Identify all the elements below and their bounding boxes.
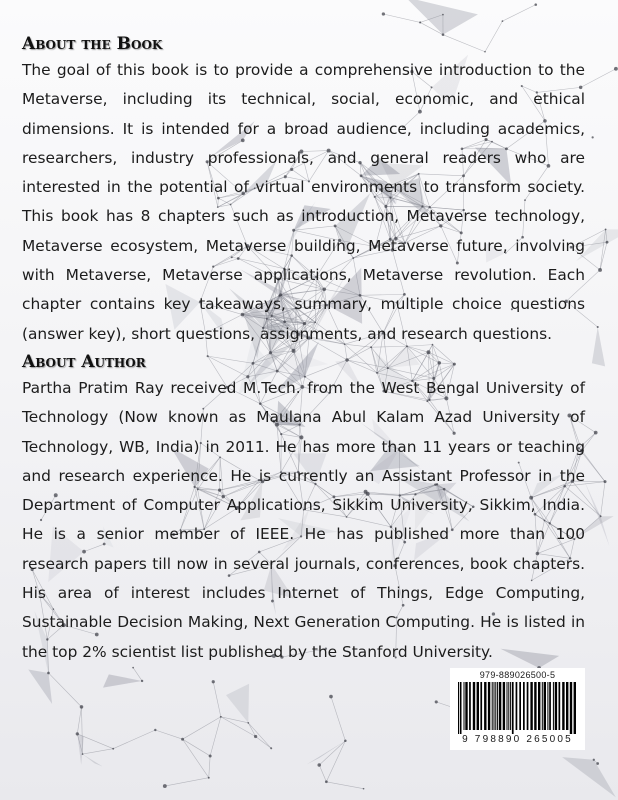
barcode-bar [499, 682, 501, 730]
network-dot [254, 735, 257, 738]
facet-shape [592, 327, 605, 366]
barcode-bar [549, 682, 551, 730]
barcode-bar [516, 682, 518, 730]
network-dot [598, 268, 602, 272]
network-line [113, 730, 155, 749]
network-line [83, 749, 114, 754]
barcode-bar [544, 682, 546, 730]
network-dot [209, 754, 212, 757]
network-dot [181, 738, 184, 741]
about-author-heading: About Author [22, 351, 146, 372]
network-line [319, 741, 345, 765]
isbn-barcode [450, 668, 585, 750]
network-dot [606, 241, 609, 244]
barcode-bar [488, 682, 490, 730]
network-dot [600, 515, 602, 517]
network-dot [593, 759, 595, 761]
network-line [209, 756, 210, 778]
network-line [213, 682, 221, 717]
network-line [256, 737, 272, 749]
network-dot [594, 431, 598, 435]
network-dot [132, 667, 134, 669]
network-dot [47, 672, 50, 675]
network-dot [605, 228, 607, 230]
barcode-bar [566, 682, 568, 730]
barcode-bar [497, 682, 498, 730]
network-line [502, 5, 535, 21]
barcode-bar [527, 682, 529, 730]
barcode-bar [480, 682, 482, 730]
barcode-bar [464, 682, 465, 730]
network-dot [141, 680, 143, 682]
network-dot [317, 763, 321, 767]
barcode-bar [465, 682, 467, 730]
network-dot [592, 136, 594, 138]
network-line [319, 765, 326, 782]
facet-shape [103, 674, 142, 687]
barcode-bar [477, 682, 479, 730]
network-line [383, 14, 420, 22]
network-dot [112, 748, 114, 750]
network-dot [363, 788, 365, 790]
network-line [183, 739, 211, 756]
barcode-bar [508, 682, 509, 730]
barcode-bar [534, 682, 536, 730]
network-dot [212, 680, 215, 683]
barcode-bar [562, 682, 564, 730]
network-dot [329, 695, 333, 699]
network-dot [502, 20, 504, 22]
network-line [133, 668, 142, 681]
facet-shape [585, 482, 610, 546]
network-line [331, 697, 345, 741]
barcode-bar [512, 682, 514, 734]
network-dot [419, 21, 421, 23]
barcode-bar [469, 682, 471, 730]
network-line [326, 782, 363, 789]
network-dot [442, 14, 444, 16]
barcode-bar [538, 682, 540, 730]
network-dot [80, 705, 84, 709]
facet-shape [28, 669, 52, 704]
barcode-bar [484, 682, 486, 730]
network-dot [270, 747, 272, 749]
facet-shape [83, 754, 103, 766]
network-dot [247, 722, 249, 724]
network-dot [325, 780, 328, 783]
barcode-bar [510, 682, 511, 730]
network-line [601, 482, 605, 517]
network-dot [208, 777, 210, 779]
barcode-bar [574, 682, 576, 734]
network-dot [435, 700, 438, 703]
about-book-text: The goal of this book is to provide a comprehensive introduction to the Metaverse, including its technical, social, economic, and ethical dimensions. It is intended for a broad audience, including academics, researchers, industry professionals, and general readers who are interested in the potential of virtual environments to transform society. This book has 8 chapters such as introduction, Metaverse technology, Metaverse ecosystem, Metaverse building, Metaverse future, involving with Metaverse, Metaverse applications, Metaverse revolution. Each chapter contains key takeaways, summary, multiple choice questions (answer key), short questions, assignments, and research questions. [22, 61, 585, 343]
facet-shape [405, 0, 477, 35]
barcode-bar [530, 682, 532, 730]
network-dot [154, 729, 156, 731]
network-dot [614, 67, 618, 71]
about-author-text: Partha Pratim Ray received M.Tech. from the West Bengal University of Technology (Now known as Maulana Abul Kalam Azad University of Technology, WB, India) in 2011. He has more than 11 years or teaching and research experience. He is currently an Assistant Professor in the Department of Computer Applications, Sikkim University, Sikkim, India. He is a senior member of IEEE. He has published more than 100 research papers till now in several journals, conferences, book chapters. His area of interest includes Internet of Things, Edge Computing, Sustainable Decision Making, Next Generation Computing. He is listed in the top 2% scientist list published by the Stanford University. [22, 378, 585, 661]
barcode-bar [495, 682, 496, 730]
barcode-bar [460, 682, 462, 734]
barcode-bar [559, 682, 561, 730]
network-line [183, 739, 209, 777]
network-dot [382, 12, 385, 15]
network-dot [597, 326, 599, 328]
network-line [48, 673, 81, 707]
network-line [77, 707, 81, 734]
about-book-heading: About the Book [22, 34, 163, 54]
isbn-number: 979-889026500-5 [479, 670, 556, 680]
network-dot [76, 732, 79, 735]
network-line [155, 730, 182, 739]
barcode-bar [492, 682, 493, 730]
network-dot [82, 753, 84, 755]
barcode-bar [503, 682, 505, 730]
network-line [210, 717, 221, 756]
network-dot [534, 3, 537, 6]
network-line [165, 778, 209, 786]
network-dot [220, 716, 222, 718]
barcode-bar [519, 682, 521, 730]
barcode-bar [553, 682, 554, 730]
barcode-bar [542, 682, 543, 730]
barcode-bar [473, 682, 475, 730]
network-line [183, 717, 221, 739]
barcode-bar [523, 682, 525, 730]
facet-shape [562, 757, 616, 797]
barcode-bar [547, 682, 548, 730]
barcode-bar [458, 682, 459, 734]
network-dot [604, 480, 607, 483]
network-dot [344, 739, 347, 742]
back-cover-text [22, 32, 585, 667]
barcode-bar [507, 682, 508, 730]
facet-shape [226, 684, 249, 723]
barcode-bar [555, 682, 557, 730]
network-dot [163, 784, 167, 788]
network-dot [596, 762, 599, 765]
barcode-bars [456, 682, 579, 734]
barcode-digits: 9 798890 265005 [462, 734, 573, 745]
network-line [248, 723, 271, 748]
barcode-bar [570, 682, 572, 734]
network-line [581, 69, 616, 88]
barcode-bar [494, 682, 495, 730]
